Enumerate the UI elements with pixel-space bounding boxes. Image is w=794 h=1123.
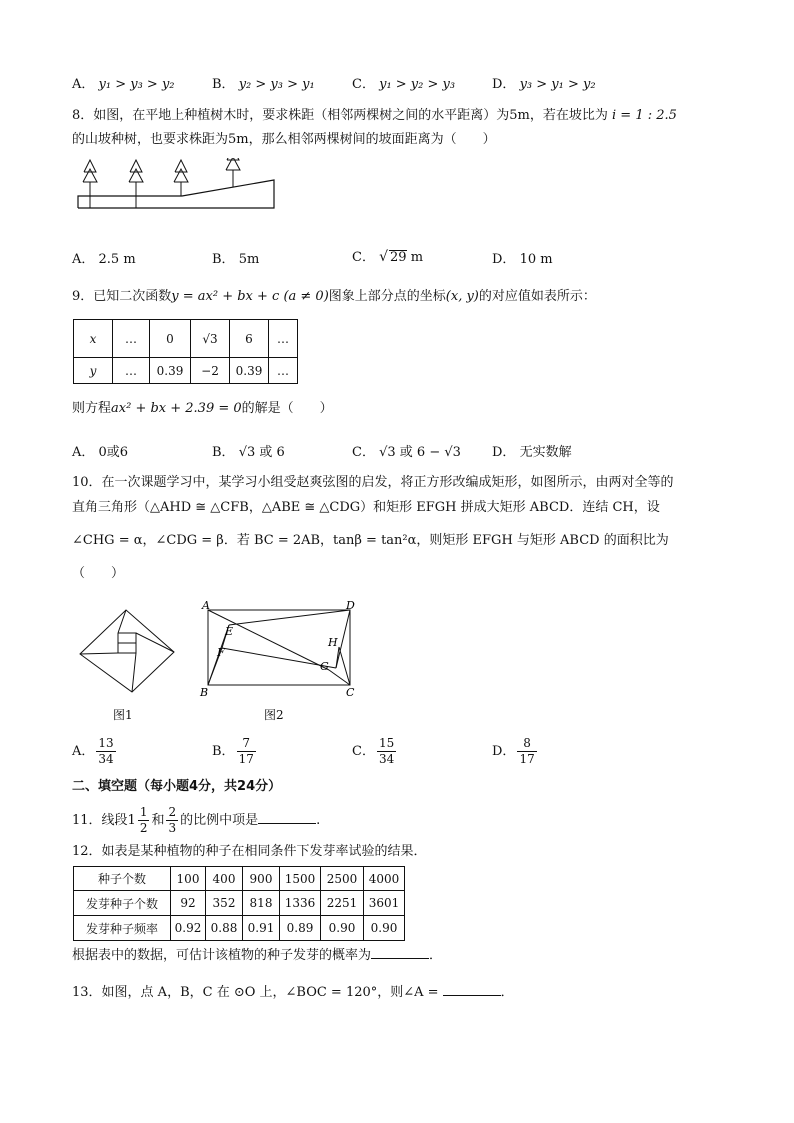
q9-stem: 9．已知二次函数y = ax² + bx + c (a ≠ 0)图象上部分点的坐标(x, y)的对应值如表所示： bbox=[72, 289, 596, 304]
q12-cell: 0.88 bbox=[206, 916, 243, 941]
q10-stem-line1: 10．在一次课题学习中，某学习小组受赵爽弦图的启发，将正方形改编成矩形，如图所示，由两对全等的 bbox=[72, 475, 674, 490]
q9-cell: 0.39 bbox=[150, 358, 191, 384]
q9-cell: … bbox=[269, 320, 298, 358]
q9-cell: 0.39 bbox=[230, 358, 269, 384]
q8-stem-line1: 8．如图，在平地上种植树木时，要求株距（相邻两棵树之间的水平距离）为5m，若在坡比为 i = 1 : 2.5 bbox=[72, 108, 677, 123]
fig2-label-h: H bbox=[328, 636, 338, 649]
q12-cell: 2500 bbox=[321, 867, 364, 891]
q10-figure-1-caption: 图1 bbox=[113, 708, 133, 722]
q7-option-d: D． y₃ > y₁ > y₂ bbox=[492, 77, 596, 92]
q8-option-b: B． 5m bbox=[212, 252, 260, 267]
q10-stem-line2: 直角三角形（△AHD ≅ △CFB，△ABE ≅ △CDG）和矩形 EFGH 拼成大矩形 ABCD．连结 CH，设 bbox=[72, 500, 660, 515]
q13-answer-blank[interactable] bbox=[443, 982, 501, 996]
q12-cell: 0.89 bbox=[280, 916, 321, 941]
q7-option-c: C． y₁ > y₂ > y₃ bbox=[352, 77, 456, 92]
q12-header-cell: 发芽种子个数 bbox=[74, 891, 171, 916]
q12-header-cell: 发芽种子频率 bbox=[74, 916, 171, 941]
q10-option-c: C． $\frac{15}{34}$ bbox=[352, 736, 395, 766]
q9-cell: √3 bbox=[191, 320, 230, 358]
q9-cell: … bbox=[269, 358, 298, 384]
q10-option-a: A． $\frac{13}{34}$ bbox=[72, 736, 114, 766]
q9-cell-y-header: y bbox=[74, 358, 113, 384]
q9-cell: … bbox=[113, 358, 150, 384]
q12-cell: 1336 bbox=[280, 891, 321, 916]
fig2-label-a: A bbox=[202, 599, 210, 612]
q9-cell: 0 bbox=[150, 320, 191, 358]
q9-cell-x-header: x bbox=[74, 320, 113, 358]
q9-option-c: C． √3 或 6 − √3 bbox=[352, 445, 461, 460]
q12-stem: 12．如表是某种植物的种子在相同条件下发芽率试验的结果． bbox=[72, 844, 427, 859]
q12-cell: 818 bbox=[243, 891, 280, 916]
q12-cell: 900 bbox=[243, 867, 280, 891]
q9-value-table bbox=[73, 319, 298, 384]
q8-option-a: A． 2.5 m bbox=[72, 252, 136, 267]
q12-cell: 352 bbox=[206, 891, 243, 916]
q12-cell: 400 bbox=[206, 867, 243, 891]
fig2-label-c: C bbox=[346, 686, 355, 699]
q10-option-b: B． $\frac{7}{17}$ bbox=[212, 736, 254, 766]
q12-header-cell: 种子个数 bbox=[74, 867, 171, 891]
q12-cell: 4000 bbox=[364, 867, 405, 891]
q12-cell: 0.91 bbox=[243, 916, 280, 941]
q9-option-a: A． 0或6 bbox=[72, 445, 129, 460]
q12-cell: 100 bbox=[171, 867, 206, 891]
q12-cell: 1500 bbox=[280, 867, 321, 891]
q7-option-b: B． y₂ > y₃ > y₁ bbox=[212, 77, 315, 92]
q12-cell: 3601 bbox=[364, 891, 405, 916]
q9-cell: 6 bbox=[230, 320, 269, 358]
q8-slope-figure bbox=[74, 158, 280, 216]
q12-germination-table bbox=[73, 866, 405, 941]
q11-answer-blank[interactable] bbox=[258, 810, 316, 824]
q9-question: 则方程ax² + bx + 2.39 = 0的解是（ ） bbox=[72, 401, 333, 416]
q8-option-c: C． √ 29 m bbox=[352, 249, 424, 265]
q12-cell: 0.92 bbox=[171, 916, 206, 941]
q13-stem: 13．如图，点 A，B，C 在 ⊙O 上，∠BOC = 120°，则∠A = ． bbox=[72, 982, 514, 1002]
fig2-label-f: F bbox=[217, 646, 225, 659]
q12-cell: 92 bbox=[171, 891, 206, 916]
fig2-label-e: E bbox=[225, 625, 234, 638]
q8-option-d: D． 10 m bbox=[492, 252, 553, 267]
fig2-label-g: G bbox=[320, 660, 329, 673]
q9-option-d: D． 无实数解 bbox=[492, 445, 572, 460]
q12-question: 根据表中的数据，可估计该植物的种子发芽的概率为 ． bbox=[72, 945, 442, 965]
q9-option-b: B． √3 或 6 bbox=[212, 445, 285, 460]
q10-figure-2-caption: 图2 bbox=[264, 708, 284, 722]
q10-stem-line4: （ ） bbox=[72, 566, 125, 581]
q8-stem-line2: 的山坡种树，也要求株距为5m，那么相邻两棵树间的坡面距离为（ ） bbox=[72, 132, 496, 147]
q12-cell: 0.90 bbox=[321, 916, 364, 941]
q12-answer-blank[interactable] bbox=[371, 945, 429, 959]
q10-stem-line3: ∠CHG = α，∠CDG = β．若 BC = 2AB，tanβ = tan²α，则矩形 EFGH 与矩形 ABCD 的面积比为 bbox=[72, 533, 669, 548]
q9-cell: … bbox=[113, 320, 150, 358]
q9-cell: −2 bbox=[191, 358, 230, 384]
q11-stem: 11．线段1 $\frac{1}{2}$ 和 $\frac{2}{3}$ 的比例中项是 . bbox=[72, 805, 321, 835]
q12-cell: 2251 bbox=[321, 891, 364, 916]
q10-figure-2 bbox=[196, 598, 366, 700]
q7-option-a: A． y₁ > y₃ > y₂ bbox=[72, 77, 175, 92]
q10-option-d: D． $\frac{8}{17}$ bbox=[492, 736, 535, 766]
q10-figure-1 bbox=[74, 606, 178, 696]
fig2-label-b: B bbox=[200, 686, 209, 699]
section-2-title: 二、填空题（每小题4分，共24分） bbox=[72, 779, 282, 794]
q12-cell: 0.90 bbox=[364, 916, 405, 941]
fig2-label-d: D bbox=[346, 599, 355, 612]
